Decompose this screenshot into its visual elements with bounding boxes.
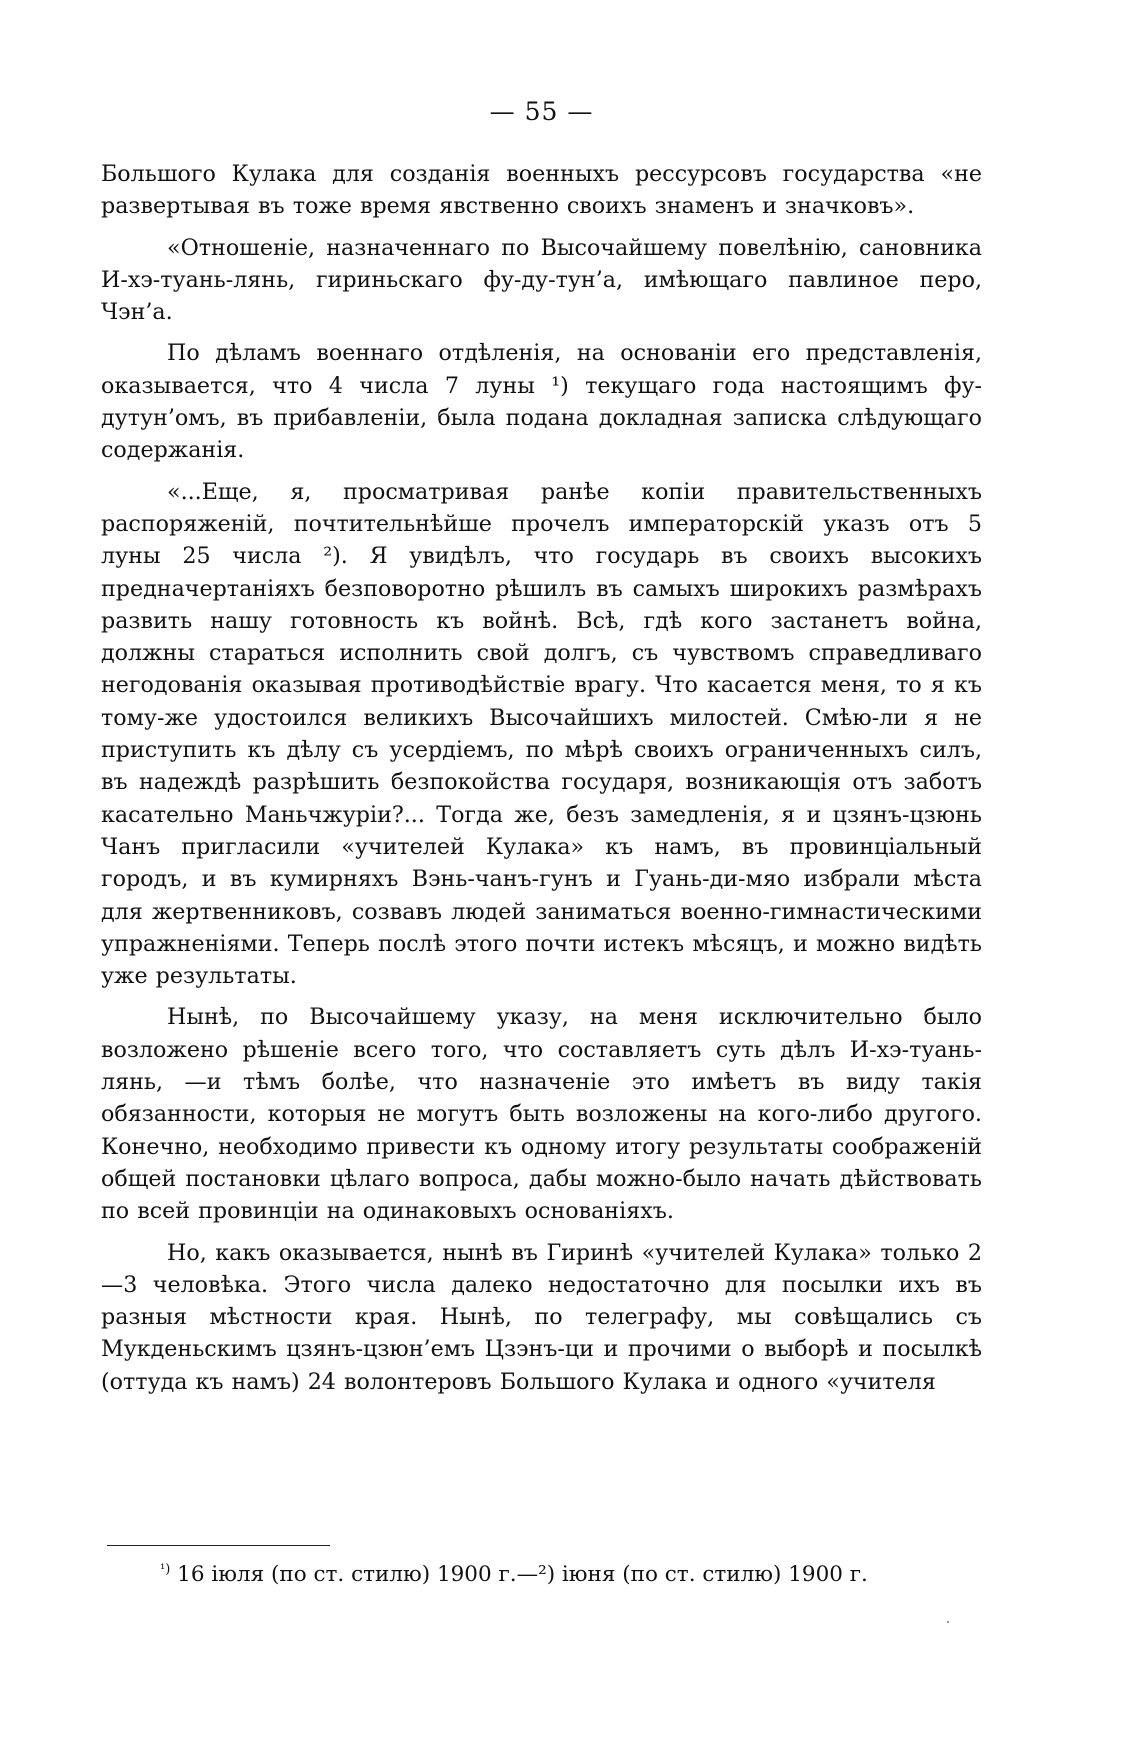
footnote-marker: ¹) xyxy=(160,1562,171,1577)
paragraph-continuation: Большого Кулака для созданія военныхъ рессурсовъ государства «не развертывая въ тоже время явственно своихъ знаменъ и значковъ». xyxy=(101,161,982,220)
paragraph-document-heading: «Отношеніе, назначеннаго по Высочайшему повелѣнію, сановника И-хэ-туань-лянь, гириньскаго фу-ду-тун’а, имѣющаго павлиное перо, Чэн’а. xyxy=(101,234,982,326)
paragraph-imperial-decree: Нынѣ, по Высочайшему указу, на меня исключительно было возложено рѣшеніе всего того, что составляетъ суть дѣлъ И-хэ-туань-лянь, —и тѣмъ болѣе, что назначеніе это имѣетъ въ виду такія обязанности, которыя не могутъ быть возложены на кого-либо другого. Конечно, необходимо привести къ одному итогу результаты соображеній общей постановки цѣлаго вопроса, дабы можно-было начать дѣйствовать по всей провинціи на одинаковыхъ основаніяхъ. xyxy=(101,1004,982,1225)
paragraph-report-quote: «...Еще, я, просматривая ранѣе копіи правительственныхъ распоряженій, почтительнѣйше прочелъ императорскій указъ отъ 5 луны 25 числа ²). Я увидѣлъ, что государь въ своихъ высокихъ предначертаніяхъ безповоротно рѣшилъ въ самыхъ широкихъ размѣрахъ развить нашу готовность къ войнѣ. Всѣ, гдѣ кого застанетъ война, должны стараться исполнить свой долгъ, съ чувствомъ справедливаго негодованія оказывая противодѣйствіе врагу. Что касается меня, то я къ тому-же удостоился великихъ Высочайшихъ милостей. Смѣю-ли я не приступить къ дѣлу съ усердіемъ, по мѣрѣ своихъ ограниченныхъ силъ, въ надеждѣ разрѣшить безпокойства государя, возникающія отъ заботъ касательно Маньчжуріи?... Тогда же, безъ замедленія, я и цзянъ-цзюнь Чанъ пригласили «учителей Кулака» къ намъ, въ провинціальный городъ, и въ кумирняхъ Вэнь-чанъ-гунъ и Гуань-ди-мяо избрали мѣста для жертвенниковъ, созвавъ людей заниматься военно-гимнастическими упражненіями. Теперь послѣ этого почти истекъ мѣсяцъ, и можно видѣть уже результаты. xyxy=(101,478,982,990)
footnote-text: 16 іюля (по ст. стилю) 1900 г.—²) іюня (по ст. стилю) 1900 г. xyxy=(177,1562,868,1588)
footnote xyxy=(160,1555,868,1590)
scan-speck xyxy=(947,1621,949,1623)
page-body xyxy=(101,96,982,1398)
page-number: — 55 — xyxy=(489,97,594,126)
footnote-divider xyxy=(107,1545,330,1546)
paragraph-fist-teachers: Но, какъ оказывается, нынѣ въ Гиринѣ «учителей Кулака» только 2—3 человѣка. Этого числа далеко недостаточно для посылки ихъ въ разныя мѣстности края. Нынѣ, по телеграфу, мы совѣщались съ Мукденьскимъ цзянъ-цзюн’емъ Цзэнъ-ци и прочими о выборѣ и посылкѣ (оттуда къ намъ) 24 волонтеровъ Большого Кулака и одного «учителя xyxy=(101,1239,982,1395)
paragraph-military-department: По дѣламъ военнаго отдѣленія, на основаніи его представленія, оказывается, что 4 числа 7 луны ¹) текущаго года настоящимъ фу-дутун’омъ, въ прибавленіи, была подана докладная записка слѣдующаго содержанія. xyxy=(101,340,982,464)
